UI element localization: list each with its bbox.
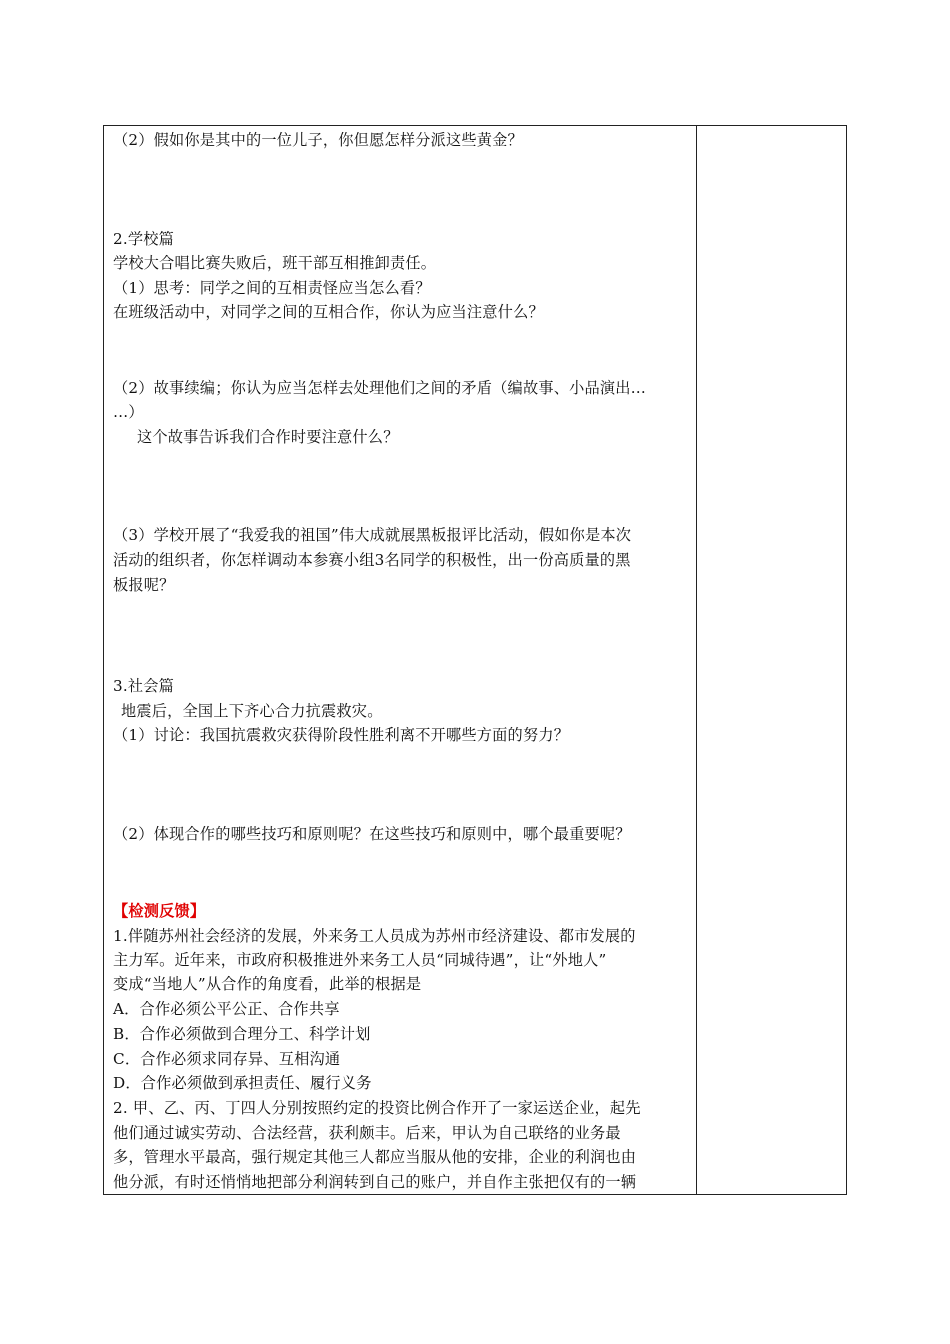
question-line: 他分派，有时还悄悄地把部分利润转到自己的账户，并自作主张把仅有的一辆 bbox=[113, 1173, 637, 1191]
answer-option: D．合作必须做到承担责任、履行义务 bbox=[113, 1074, 372, 1092]
question-line: 变成“当地人”从合作的角度看，此举的根据是 bbox=[113, 975, 422, 993]
feedback-heading: 【检测反馈】 bbox=[113, 902, 206, 920]
text-line: （3）学校开展了“我爱我的祖国”伟大成就展黑板报评比活动，假如你是本次 bbox=[113, 526, 632, 544]
text-line: 板报呢？ bbox=[113, 576, 175, 594]
question-line: 1.伴随苏州社会经济的发展，外来务工人员成为苏州市经济建设、都市发展的 bbox=[113, 927, 636, 945]
text-line: （2）故事续编；你认为应当怎样去处理他们之间的矛盾（编故事、小品演出… bbox=[113, 379, 647, 397]
section-heading: 3.社会篇 bbox=[113, 677, 175, 695]
text-line: （2）假如你是其中的一位儿子，你但愿怎样分派这些黄金？ bbox=[113, 131, 523, 149]
question-line: 2. 甲、乙、丙、丁四人分别按照约定的投资比例合作开了一家运送企业，起先 bbox=[113, 1099, 641, 1117]
notes-column bbox=[698, 126, 846, 1194]
question-line: 多，管理水平最高，强行规定其他三人都应当服从他的安排，企业的利润也由 bbox=[113, 1148, 637, 1166]
answer-option: C．合作必须求同存异、互相沟通 bbox=[113, 1050, 341, 1068]
text-line: 学校大合唱比赛失败后，班干部互相推卸责任。 bbox=[113, 254, 437, 272]
answer-option: A．合作必须公平公正、合作共享 bbox=[113, 1000, 340, 1018]
column-divider bbox=[696, 126, 697, 1194]
text-line: …） bbox=[113, 403, 144, 421]
worksheet-table bbox=[103, 125, 847, 1195]
answer-option: B．合作必须做到合理分工、科学计划 bbox=[113, 1025, 371, 1043]
text-line: 在班级活动中，对同学之间的互相合作，你认为应当注意什么？ bbox=[113, 303, 544, 321]
text-line: 地震后，全国上下齐心合力抗震救灾。 bbox=[121, 702, 383, 720]
text-line: （1）讨论：我国抗震救灾获得阶段性胜利离不开哪些方面的努力？ bbox=[113, 726, 570, 744]
question-line: 他们通过诚实劳动、合法经营，获利颇丰。后来，甲认为自己联络的业务最 bbox=[113, 1124, 621, 1142]
text-line: （2）体现合作的哪些技巧和原则呢？在这些技巧和原则中，哪个最重要呢？ bbox=[113, 825, 631, 843]
text-line: 这个故事告诉我们合作时要注意什么？ bbox=[137, 428, 399, 446]
text-line: （1）思考：同学之间的互相责怪应当怎么看？ bbox=[113, 279, 431, 297]
question-line: 主力军。近年来，市政府积极推进外来务工人员“同城待遇”，让“外地人” bbox=[113, 951, 607, 969]
section-heading: 2.学校篇 bbox=[113, 230, 175, 248]
text-line: 活动的组织者，你怎样调动本参赛小组3名同学的积极性，出一份高质量的黑 bbox=[113, 551, 631, 569]
